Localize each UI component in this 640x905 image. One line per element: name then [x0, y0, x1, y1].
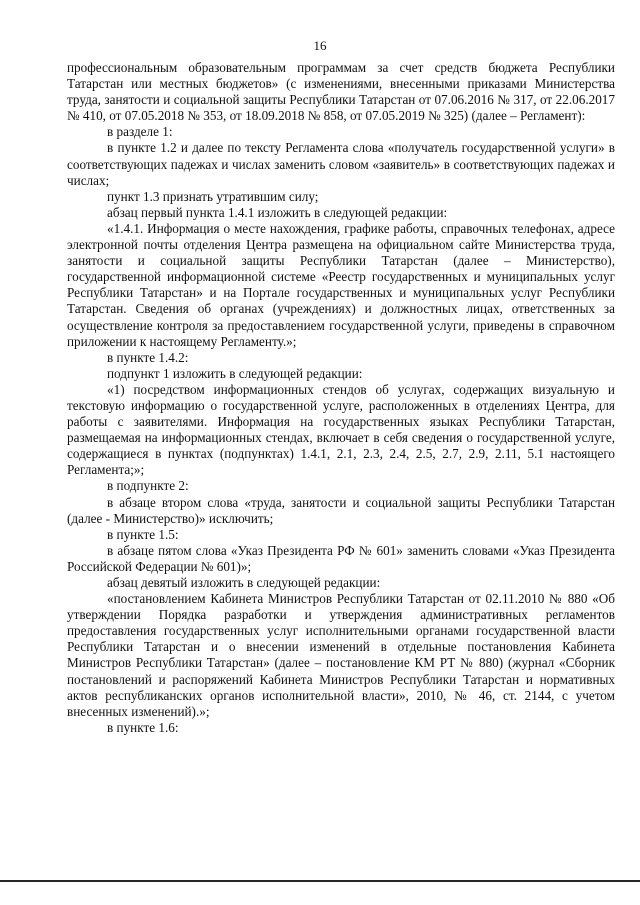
page-number: 16: [313, 38, 327, 53]
paragraph: абзац девятый изложить в следующей редакции:: [107, 575, 381, 590]
paragraph: в пункте 1.2 и далее по тексту Регламента слова «получатель государственной услуги» в соответствующих падежах и числах заменить словом «заявитель» в соответствующих падежах и числах;: [67, 140, 615, 188]
paragraph: в абзаце втором слова «труда, занятости и социальной защиты Республики Татарстан (далее - Министерство)» исключить;: [67, 494, 615, 526]
paragraph: профессиональным образовательным программам за счет средств бюджета Республики Татарстан или местных бюджетов» (с изменениями, внесенными приказами Министерства труда, занятости и социальной защиты Республики Татарстан от 07.06.2016 № 317, от 22.06.2017 № 410, от 07.05.2018 № 353, от 18.09.2018 № 858, от 07.05.2019 № 325) (далее – Регламент):: [67, 60, 615, 124]
paragraph: в пункте 1.4.2:: [107, 349, 189, 365]
paragraph: в подпункте 2:: [107, 478, 189, 494]
paragraph: пункт 1.3 признать утратившим силу;: [107, 188, 319, 204]
paragraph: подпункт 1 изложить в следующей редакции:: [107, 365, 363, 381]
document-body: [67, 60, 615, 736]
paragraph: «1.4.1. Информация о месте нахождения, графике работы, справочных телефонах, адресе электронной почты отделения Центра размещена на официальном сайте Министерства труда, занятости и социальной защиты Республики Татарстан (далее – Министерство), государственной информационной системе «Реестр государственных и муниципальных услуг Республики Татарстан» и на Портале государственных и муниципальных услуг Республики Татарстан. Сведения об органах (учреждениях) и должностных лицах, ответственных за осуществление контроля за предоставлением государственной услуги, приведены в справочном приложении к настоящему Регламенту.»;: [67, 220, 615, 349]
paragraph: в разделе 1:: [107, 124, 173, 140]
paragraph: «1) посредством информационных стендов об услугах, содержащих визуальную и текстовую информацию о государственной услуге, расположенных в отделениях Центра, для работы с заявителями. Информация на государственных языках Республики Татарстан, размещаемая на информационных стендах, включает в себя сведения о государственной услуге, содержащиеся в пунктах (подпунктах) 1.4.1, 2.1, 2.3, 2.4, 2.5, 2.7, 2.9, 2.11, 5.1 настоящего Регламента;»;: [67, 381, 615, 478]
paragraph: в пункте 1.6:: [107, 719, 179, 735]
scan-bottom-edge: [0, 880, 640, 882]
paragraph: в пункте 1.5:: [107, 526, 179, 542]
paragraph: «постановлением Кабинета Министров Республики Татарстан от 02.11.2010 № 880 «Об утверждении Порядка разработки и утверждения административных регламентов предоставления государственных услуг исполнительными органами государственной власти Республики Татарстан и о внесении изменений в отдельные постановления Кабинета Министров Республики Татарстан» (далее – постановление КМ РТ № 880) (журнал «Сборник постановлений и распоряжений Кабинета Министров Республики Татарстан и нормативных актов республиканских органов исполнительной власти», 2010, № 46, ст. 2144, с учетом внесенных изменений).»;: [67, 591, 615, 719]
paragraph: абзац первый пункта 1.4.1 изложить в следующей редакции:: [107, 204, 448, 220]
paragraph: в абзаце пятом слова «Указ Президента РФ № 601» заменить словами «Указ Президента Российской Федерации № 601)»;: [67, 542, 615, 574]
